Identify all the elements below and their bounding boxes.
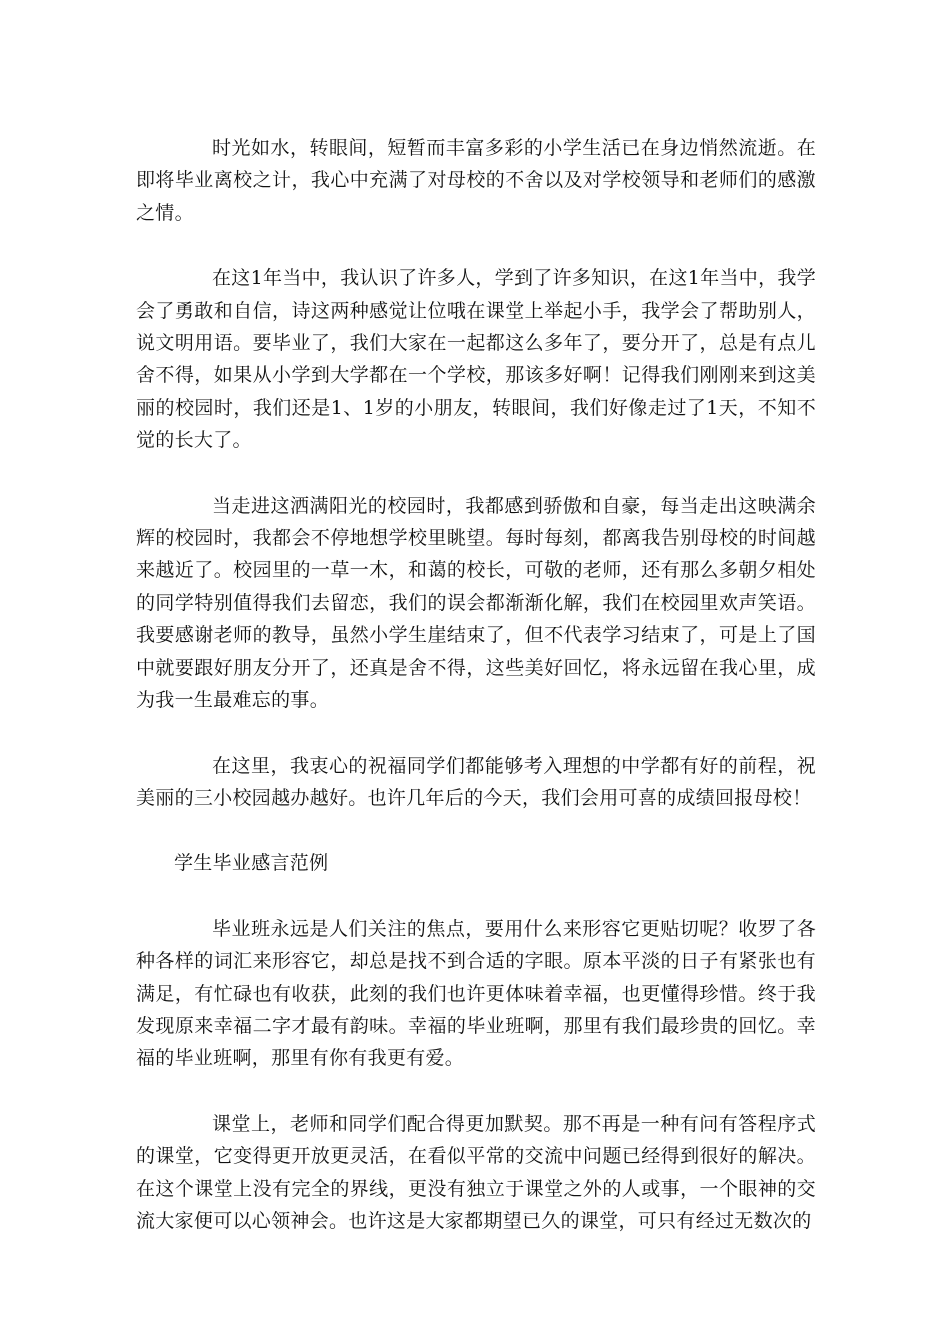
section-heading: 学生毕业感言范例 [174,852,329,875]
paragraph-graduating-class: 毕业班永远是人们关注的焦点，要用什么来形容它更贴切呢？收罗了各种各样的词汇来形容它，却总是找不到合适的字眼。原本平淡的日子有紧张也有满足，有忙碌也有收获，此刻的我们也许更体味着幸福，也更懂得珍惜。终于我发现原来幸福二字才最有韵味。幸福的毕业班啊，那里有我们最珍贵的回忆。幸福的毕业班啊，那里有你有我更有爱。 [136,917,816,1070]
paragraph-farewell-intro: 时光如水，转眼间，短暂而丰富多彩的小学生活已在身边悄然流逝。在即将毕业离校之计，我心中充满了对母校的不舍以及对学校领导和老师们的感激之情。 [136,137,816,224]
document-body [136,132,816,1270]
paragraph-campus-memories: 当走进这洒满阳光的校园时，我都感到骄傲和自豪，每当走出这映满余辉的校园时，我都会不停地想学校里眺望。每时每刻，都离我告别母校的时间越来越近了。校园里的一草一木，和蔼的校长，可敬的老师，还有那么多朝夕相处的同学特别值得我们去留恋，我们的误会都渐渐化解，我们在校园里欢声笑语。我要感谢老师的教导，虽然小学生崖结束了，但不代表学习结束了，可是上了国中就要跟好朋友分开了，还真是舍不得，这些美好回忆，将永远留在我心里，成为我一生最难忘的事。 [136,494,816,712]
paragraph-school-years: 在这1年当中，我认识了许多人，学到了许多知识，在这1年当中，我学会了勇敢和自信，诗这两种感觉让位哦在课堂上举起小手，我学会了帮助别人，说文明用语。要毕业了，我们大家在一起都这么多年了，要分开了，总是有点儿舍不得，如果从小学到大学都在一个学校，那该多好啊！记得我们刚刚来到这美丽的校园时，我们还是1、1岁的小朋友，转眼间，我们好像走过了1天，不知不觉的长大了。 [136,267,816,452]
paragraph-classroom: 课堂上，老师和同学们配合得更加默契。那不再是一种有问有答程序式的课堂，它变得更开放更灵活，在看似平常的交流中问题已经得到很好的解决。在这个课堂上没有完全的界线，更没有独立于课堂之外的人或事，一个眼神的交流大家便可以心领神会。也许这是大家都期望已久的课堂，可只有经过无数次的 [136,1112,816,1232]
paragraph-blessing: 在这里，我衷心的祝福同学们都能够考入理想的中学都有好的前程，祝美丽的三小校园越办越好。也许几年后的今天，我们会用可喜的成绩回报母校！ [136,754,816,809]
